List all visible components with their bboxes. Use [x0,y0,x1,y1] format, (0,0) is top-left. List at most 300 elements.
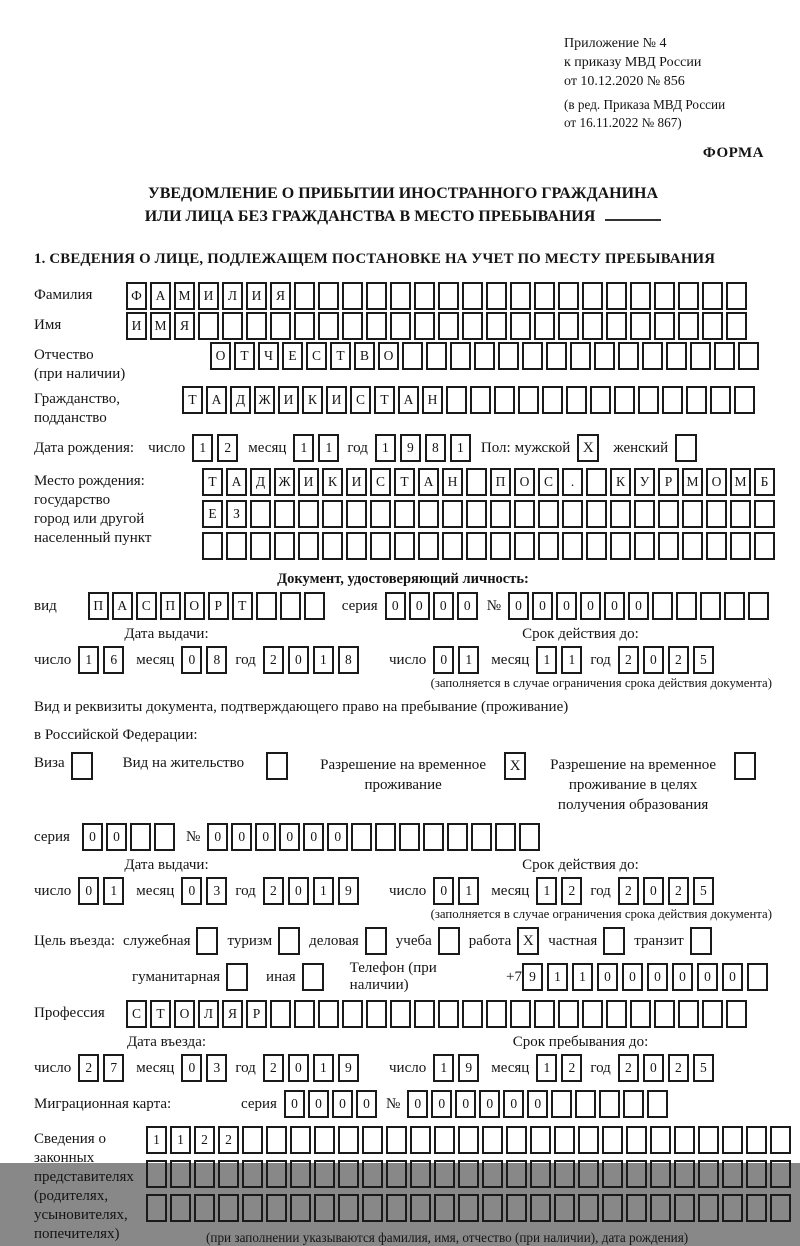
char-cell[interactable]: 0 [532,592,553,620]
purpose-work-checkbox[interactable]: X [517,927,539,955]
char-cell[interactable]: 0 [231,823,252,851]
char-cell[interactable]: 0 [207,823,228,851]
char-cell[interactable] [570,342,591,370]
char-cell[interactable] [690,342,711,370]
char-cell[interactable]: 0 [327,823,348,851]
char-cell[interactable] [582,312,603,340]
char-cell[interactable] [652,592,673,620]
char-cell[interactable] [418,500,439,528]
char-cell[interactable]: 0 [385,592,406,620]
char-cell[interactable] [447,823,468,851]
char-cell[interactable] [534,312,555,340]
char-cell[interactable]: 0 [78,877,99,905]
char-cell[interactable]: Д [250,468,271,496]
char-cell[interactable] [538,532,559,560]
char-cell[interactable] [702,282,723,310]
char-cell[interactable]: 2 [218,1126,239,1154]
char-cell[interactable] [194,1160,215,1188]
char-cell[interactable]: 2 [668,646,689,674]
char-cell[interactable] [602,1194,623,1222]
char-cell[interactable] [770,1126,791,1154]
char-cell[interactable] [474,342,495,370]
char-cell[interactable] [270,1000,291,1028]
char-cell[interactable] [575,1090,596,1118]
char-cell[interactable] [294,282,315,310]
char-cell[interactable] [450,342,471,370]
char-cell[interactable]: 8 [206,646,227,674]
char-cell[interactable] [638,386,659,414]
char-cell[interactable] [351,823,372,851]
char-cell[interactable]: И [246,282,267,310]
char-cell[interactable]: Т [234,342,255,370]
char-cell[interactable]: Ч [258,342,279,370]
char-cell[interactable] [534,282,555,310]
char-cell[interactable] [678,1000,699,1028]
char-cell[interactable]: П [160,592,181,620]
char-cell[interactable] [654,1000,675,1028]
char-cell[interactable] [274,532,295,560]
char-cell[interactable] [726,1000,747,1028]
char-cell[interactable]: Ф [126,282,147,310]
char-cell[interactable]: О [706,468,727,496]
char-cell[interactable]: Б [754,468,775,496]
char-cell[interactable] [722,1160,743,1188]
char-cell[interactable] [650,1126,671,1154]
char-cell[interactable]: Н [442,468,463,496]
char-cell[interactable]: 0 [288,1054,309,1082]
char-cell[interactable] [706,500,727,528]
char-cell[interactable]: О [514,468,535,496]
char-cell[interactable] [647,1090,668,1118]
char-cell[interactable] [706,532,727,560]
char-cell[interactable] [246,312,267,340]
char-cell[interactable] [630,282,651,310]
char-cell[interactable] [610,500,631,528]
char-cell[interactable] [154,823,175,851]
char-cell[interactable] [490,500,511,528]
char-cell[interactable] [730,532,751,560]
char-cell[interactable]: 0 [288,877,309,905]
char-cell[interactable]: С [126,1000,147,1028]
char-cell[interactable]: 0 [479,1090,500,1118]
char-cell[interactable]: 9 [338,877,359,905]
char-cell[interactable] [270,312,291,340]
char-cell[interactable]: 0 [643,646,664,674]
female-checkbox[interactable] [675,434,697,462]
char-cell[interactable]: Т [374,386,395,414]
char-cell[interactable]: И [298,468,319,496]
char-cell[interactable] [606,282,627,310]
char-cell[interactable] [722,1126,743,1154]
char-cell[interactable] [146,1160,167,1188]
char-cell[interactable] [551,1090,572,1118]
char-cell[interactable] [438,312,459,340]
char-cell[interactable]: О [184,592,205,620]
char-cell[interactable] [290,1160,311,1188]
char-cell[interactable] [754,532,775,560]
char-cell[interactable]: Т [394,468,415,496]
char-cell[interactable]: 3 [206,877,227,905]
char-cell[interactable]: 8 [338,646,359,674]
char-cell[interactable] [298,500,319,528]
char-cell[interactable] [530,1194,551,1222]
char-cell[interactable] [290,1194,311,1222]
char-cell[interactable] [338,1126,359,1154]
char-cell[interactable] [650,1160,671,1188]
char-cell[interactable] [390,1000,411,1028]
char-cell[interactable]: 0 [255,823,276,851]
char-cell[interactable]: 9 [458,1054,479,1082]
char-cell[interactable]: 0 [409,592,430,620]
char-cell[interactable]: О [210,342,231,370]
char-cell[interactable] [698,1126,719,1154]
char-cell[interactable]: 1 [536,1054,557,1082]
visa-checkbox[interactable] [71,752,93,780]
char-cell[interactable] [658,532,679,560]
char-cell[interactable] [298,532,319,560]
char-cell[interactable]: И [126,312,147,340]
char-cell[interactable] [650,1194,671,1222]
char-cell[interactable] [370,532,391,560]
char-cell[interactable] [678,312,699,340]
char-cell[interactable]: М [682,468,703,496]
char-cell[interactable]: К [302,386,323,414]
char-cell[interactable]: Р [246,1000,267,1028]
char-cell[interactable] [578,1194,599,1222]
char-cell[interactable]: 0 [455,1090,476,1118]
char-cell[interactable] [490,532,511,560]
char-cell[interactable] [322,500,343,528]
char-cell[interactable]: С [370,468,391,496]
char-cell[interactable] [674,1126,695,1154]
char-cell[interactable] [599,1090,620,1118]
char-cell[interactable] [458,1194,479,1222]
char-cell[interactable] [654,312,675,340]
char-cell[interactable]: П [490,468,511,496]
char-cell[interactable]: С [350,386,371,414]
char-cell[interactable]: 0 [643,877,664,905]
char-cell[interactable]: И [278,386,299,414]
char-cell[interactable] [495,823,516,851]
char-cell[interactable] [530,1126,551,1154]
char-cell[interactable] [582,282,603,310]
char-cell[interactable]: 3 [206,1054,227,1082]
char-cell[interactable] [514,532,535,560]
char-cell[interactable] [438,282,459,310]
char-cell[interactable]: Л [198,1000,219,1028]
char-cell[interactable]: 0 [643,1054,664,1082]
char-cell[interactable] [634,532,655,560]
char-cell[interactable]: Ж [254,386,275,414]
char-cell[interactable] [274,500,295,528]
purpose-transit-checkbox[interactable] [690,927,712,955]
char-cell[interactable] [470,386,491,414]
char-cell[interactable] [482,1194,503,1222]
char-cell[interactable]: Т [232,592,253,620]
char-cell[interactable] [698,1160,719,1188]
char-cell[interactable] [534,1000,555,1028]
char-cell[interactable] [602,1126,623,1154]
char-cell[interactable] [414,312,435,340]
char-cell[interactable] [370,500,391,528]
char-cell[interactable]: 5 [693,646,714,674]
char-cell[interactable] [558,282,579,310]
purpose-private-checkbox[interactable] [603,927,625,955]
char-cell[interactable]: И [346,468,367,496]
char-cell[interactable] [390,282,411,310]
char-cell[interactable] [446,386,467,414]
char-cell[interactable]: С [136,592,157,620]
temp-residence-edu-checkbox[interactable] [734,752,756,780]
char-cell[interactable] [410,1160,431,1188]
char-cell[interactable] [130,823,151,851]
char-cell[interactable] [266,1126,287,1154]
char-cell[interactable] [482,1160,503,1188]
char-cell[interactable] [375,823,396,851]
char-cell[interactable] [338,1194,359,1222]
char-cell[interactable]: 2 [618,646,639,674]
char-cell[interactable] [674,1160,695,1188]
char-cell[interactable] [342,1000,363,1028]
char-cell[interactable] [562,532,583,560]
char-cell[interactable]: 1 [170,1126,191,1154]
char-cell[interactable] [678,282,699,310]
char-cell[interactable] [466,532,487,560]
char-cell[interactable]: К [610,468,631,496]
char-cell[interactable]: 0 [697,963,718,991]
char-cell[interactable]: 0 [527,1090,548,1118]
char-cell[interactable] [462,1000,483,1028]
char-cell[interactable] [170,1194,191,1222]
char-cell[interactable]: Я [270,282,291,310]
char-cell[interactable]: К [322,468,343,496]
char-cell[interactable] [498,342,519,370]
char-cell[interactable] [522,342,543,370]
char-cell[interactable] [494,386,515,414]
char-cell[interactable] [606,312,627,340]
char-cell[interactable] [594,342,615,370]
char-cell[interactable] [546,342,567,370]
char-cell[interactable] [630,1000,651,1028]
char-cell[interactable] [506,1160,527,1188]
char-cell[interactable] [654,282,675,310]
char-cell[interactable]: 0 [647,963,668,991]
char-cell[interactable] [666,342,687,370]
char-cell[interactable] [582,1000,603,1028]
char-cell[interactable] [518,386,539,414]
char-cell[interactable] [658,500,679,528]
char-cell[interactable] [218,1160,239,1188]
char-cell[interactable] [700,592,721,620]
char-cell[interactable] [218,1194,239,1222]
char-cell[interactable]: В [354,342,375,370]
char-cell[interactable]: 1 [561,646,582,674]
char-cell[interactable] [304,592,325,620]
char-cell[interactable]: 5 [693,877,714,905]
char-cell[interactable] [314,1126,335,1154]
char-cell[interactable]: Т [202,468,223,496]
char-cell[interactable]: Р [658,468,679,496]
char-cell[interactable] [586,500,607,528]
char-cell[interactable]: 0 [106,823,127,851]
char-cell[interactable]: 1 [458,646,479,674]
char-cell[interactable] [226,532,247,560]
char-cell[interactable]: С [538,468,559,496]
char-cell[interactable]: С [306,342,327,370]
char-cell[interactable] [410,1194,431,1222]
char-cell[interactable] [746,1126,767,1154]
char-cell[interactable] [606,1000,627,1028]
char-cell[interactable] [514,500,535,528]
char-cell[interactable]: 1 [313,646,334,674]
char-cell[interactable] [486,312,507,340]
char-cell[interactable]: А [150,282,171,310]
char-cell[interactable] [686,386,707,414]
char-cell[interactable] [322,532,343,560]
char-cell[interactable]: 0 [181,1054,202,1082]
char-cell[interactable] [510,1000,531,1028]
char-cell[interactable] [458,1160,479,1188]
char-cell[interactable] [194,1194,215,1222]
char-cell[interactable]: 1 [146,1126,167,1154]
char-cell[interactable]: 0 [722,963,743,991]
purpose-tourism-checkbox[interactable] [278,927,300,955]
char-cell[interactable] [462,282,483,310]
char-cell[interactable]: 1 [458,877,479,905]
char-cell[interactable]: 0 [433,592,454,620]
char-cell[interactable] [506,1194,527,1222]
char-cell[interactable] [362,1160,383,1188]
char-cell[interactable] [506,1126,527,1154]
char-cell[interactable]: 0 [628,592,649,620]
char-cell[interactable] [250,532,271,560]
char-cell[interactable] [426,342,447,370]
char-cell[interactable] [770,1160,791,1188]
char-cell[interactable]: 0 [556,592,577,620]
char-cell[interactable] [434,1126,455,1154]
char-cell[interactable] [434,1160,455,1188]
male-checkbox[interactable]: X [577,434,599,462]
char-cell[interactable] [682,500,703,528]
char-cell[interactable] [626,1160,647,1188]
char-cell[interactable] [394,500,415,528]
char-cell[interactable]: 0 [580,592,601,620]
char-cell[interactable]: 2 [263,1054,284,1082]
char-cell[interactable]: Е [282,342,303,370]
char-cell[interactable] [346,500,367,528]
char-cell[interactable] [466,500,487,528]
char-cell[interactable] [486,282,507,310]
char-cell[interactable]: 9 [522,963,543,991]
char-cell[interactable]: 0 [82,823,103,851]
char-cell[interactable] [614,386,635,414]
char-cell[interactable] [314,1194,335,1222]
char-cell[interactable] [630,312,651,340]
char-cell[interactable]: 0 [508,592,529,620]
char-cell[interactable] [586,468,607,496]
char-cell[interactable]: А [418,468,439,496]
char-cell[interactable] [146,1194,167,1222]
char-cell[interactable]: 9 [338,1054,359,1082]
char-cell[interactable]: 1 [103,877,124,905]
char-cell[interactable] [734,386,755,414]
char-cell[interactable] [390,312,411,340]
char-cell[interactable]: П [88,592,109,620]
char-cell[interactable] [362,1126,383,1154]
char-cell[interactable] [242,1160,263,1188]
char-cell[interactable] [394,532,415,560]
char-cell[interactable]: 1 [375,434,396,462]
char-cell[interactable] [442,500,463,528]
char-cell[interactable] [610,532,631,560]
char-cell[interactable] [682,532,703,560]
char-cell[interactable] [698,1194,719,1222]
char-cell[interactable]: Ж [274,468,295,496]
char-cell[interactable]: 0 [433,646,454,674]
char-cell[interactable]: О [378,342,399,370]
char-cell[interactable] [642,342,663,370]
char-cell[interactable]: 2 [217,434,238,462]
char-cell[interactable] [662,386,683,414]
char-cell[interactable] [590,386,611,414]
char-cell[interactable] [746,1160,767,1188]
char-cell[interactable]: 1 [536,877,557,905]
char-cell[interactable]: Т [182,386,203,414]
char-cell[interactable] [710,386,731,414]
char-cell[interactable]: М [150,312,171,340]
residence-permit-checkbox[interactable] [266,752,288,780]
char-cell[interactable]: 2 [561,877,582,905]
char-cell[interactable]: 1 [313,1054,334,1082]
char-cell[interactable]: 1 [313,877,334,905]
char-cell[interactable]: 0 [288,646,309,674]
char-cell[interactable]: 0 [407,1090,428,1118]
char-cell[interactable] [554,1160,575,1188]
char-cell[interactable]: 1 [293,434,314,462]
char-cell[interactable] [423,823,444,851]
temp-residence-checkbox[interactable]: X [504,752,526,780]
char-cell[interactable]: 2 [668,1054,689,1082]
char-cell[interactable] [414,1000,435,1028]
char-cell[interactable]: 1 [318,434,339,462]
char-cell[interactable] [294,312,315,340]
char-cell[interactable] [482,1126,503,1154]
char-cell[interactable]: 0 [332,1090,353,1118]
purpose-business-checkbox[interactable] [365,927,387,955]
char-cell[interactable] [402,342,423,370]
char-cell[interactable] [434,1194,455,1222]
char-cell[interactable]: 6 [103,646,124,674]
char-cell[interactable] [724,592,745,620]
char-cell[interactable]: 0 [308,1090,329,1118]
char-cell[interactable] [530,1160,551,1188]
char-cell[interactable] [519,823,540,851]
char-cell[interactable] [438,1000,459,1028]
char-cell[interactable]: 1 [536,646,557,674]
char-cell[interactable] [578,1126,599,1154]
char-cell[interactable] [256,592,277,620]
char-cell[interactable] [242,1126,263,1154]
char-cell[interactable] [674,1194,695,1222]
char-cell[interactable]: 0 [356,1090,377,1118]
char-cell[interactable]: А [206,386,227,414]
purpose-study-checkbox[interactable] [438,927,460,955]
char-cell[interactable]: 0 [597,963,618,991]
char-cell[interactable] [746,1194,767,1222]
char-cell[interactable]: 2 [78,1054,99,1082]
char-cell[interactable] [722,1194,743,1222]
char-cell[interactable]: О [174,1000,195,1028]
